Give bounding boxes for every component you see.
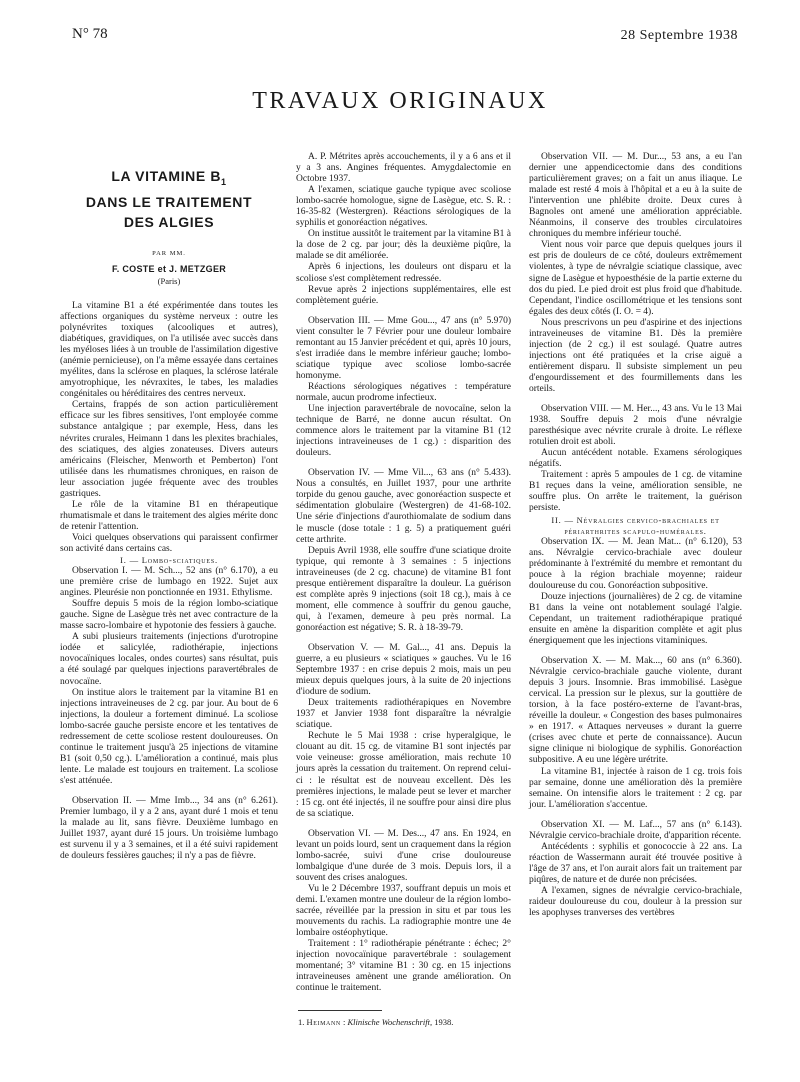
observation-paragraph: Observation VIII. — M. Her..., 43 ans. Vu le 13 Mai 1938. Souffre depuis 2 mois d'une névralgie paresthésique avec névrite crurale à droite. Le réflexe rotulien droit est aboli. — [529, 404, 742, 448]
author-city: (Paris) — [157, 275, 181, 286]
footnote-reference: Klinische Wochenschrift, — [347, 1017, 433, 1027]
paragraph: Vu le 2 Décembre 1937, souffrant depuis un mois et demi. L'examen montre une douleur de la région lombo-sacrée, réveillée par la pression in situ et par tous les mouvements du rachis. La radiographie montre une 4e lombaire ostéophytique. — [296, 883, 511, 939]
footnote-year: 1938. — [434, 1017, 454, 1027]
observation-paragraph: Observation I. — M. Sch..., 52 ans (n° 6.170), a eu une première crise de lumbago en 1922. Sujet aux angines. Pleurésie non ponctionnée en 1931. Ethylisme. — [60, 566, 278, 599]
paragraph: A l'examen, signes de névralgie cervico-brachiale, raideur douloureuse du cou, douleur à la pression sur les apophyses tranverses des vertèbres — [529, 886, 742, 919]
issue-date: 28 Septembre 1938 — [620, 28, 738, 43]
paragraph: Nous prescrivons un peu d'aspirine et des injections intraveineuses de vitamine B1. Dès la première injection (de 2 cg.) il est soulagé. Quatre autres injections ont été pratiquées et la crise aiguë a entièrement disparu. Il subsiste simplement un peu d'engourdissement et des fourmillements dans les orteils. — [529, 317, 742, 394]
footnote-divider — [298, 1010, 382, 1011]
footnote: 1. Heimann : Klinische Wochenschrift, 1938. — [298, 1017, 454, 1027]
paragraph: Depuis Avril 1938, elle souffre d'une sciatique droite typique, qui remonte à 3 semaines : 5 injections intraveineuses (de 2 cg. chacune) de vitamine B1 font presque entièrement disparaître la douleur. La guérison est complète après 9 injections (soit 18 cg.), mais à ce moment, elle commence à souffrir du genou gauche, qui, à l'examen, demeure à peu près normal. La gonoréaction est négative; S. R. à 18-39-79. — [296, 545, 511, 633]
paragraph: Douze injections (journalières) de 2 cg. de vitamine B1 dans la veine ont notablement soulagé l'algie. Cependant, un traitement radiothérapique pratiqué ensuite en amène la disparition complète et agit plus énergiquement que les injections vitaminiques. — [529, 591, 742, 647]
column-2 — [296, 152, 511, 994]
article-title — [60, 166, 278, 232]
observation-paragraph: Observation II. — Mme Imb..., 34 ans (n° 6.261). Premier lumbago, il y a 2 ans, ayant duré 1 mois et tenu la malade au lit, sans fièvre. Deuxième lumbago en Juillet 1937, ayant duré 15 jours. Un troisième lumbago est survenu il y a 3 semaines, et il a été suivi rapidement de douleurs fessières gauches; il n'y a pas de fièvre. — [60, 796, 278, 862]
section-heading: I. — Lombo-sciatiques. — [120, 555, 218, 566]
observation-paragraph: Observation V. — M. Gal..., 41 ans. Depuis la guerre, a eu plusieurs « sciatiques » gauches. Vu le 16 Septembre 1937 : en crise depuis 2 mois, mais un peu mieux depuis quelques jours, à la suite de 20 injections d'iodure de sodium. — [296, 642, 511, 698]
paragraph: Revue après 2 injections supplémentaires, elle est complètement guérie. — [296, 284, 511, 306]
observation-paragraph: Observation VII. — M. Dur..., 53 ans, a eu l'an dernier une appendicectomie dans des conditions particulièrement graves; on a fait un anus iliaque. Le malade est resté 4 mois à l'hôpital et a eu à la suite de l'intervention une phlébite droite. Deux cures à Bagnoles ont amené une amélioration appréciable. Néanmoins, il conserve des troubles circulatoires chroniques du membre inférieur touché. — [529, 152, 742, 240]
paragraph: Réactions sérologiques négatives : température normale, aucun prodrome infectieux. — [296, 381, 511, 403]
title-line-2: DANS LE TRAITEMENT — [85, 193, 253, 210]
paragraph: Certains, frappés de son action particulièrement efficace sur les fibres sensitives, l'ont employée comme substance antalgique ; par exemple, Hess, dans les névrites crurales, Heimann 1 dans les plexites brachiales, des sciatiques, des algies zonateuses. Divers auteurs américains (Fleischer, Menworth et Pemberton) l'ont utilisée dans les rhumatismes chroniques, en raison de leur association jugée fréquente avec des troubles gastriques. — [60, 400, 278, 499]
paragraph: Traitement : 1° radiothérapie pénétrante : échec; 2° injection novocaïnique paravertébrale : soulagement momentané; 3° vitamine B1 : 30 cg. en 15 injections intraveineuses amènent une grande amélioration. On continue le traitement. — [296, 939, 511, 994]
paragraph: La vitamine B1 a été expérimentée dans toutes les affections organiques du système nerveux : outre les polynévrites toxiques (alcooliques et autres), diabétiques, gravidiques, on l'a utilisée avec succès dans les myéloses liées à un trouble de l'assimilation digestive (anémie pernicieuse), on l'a même essayée dans certaines myélites, dans la sclérose en plaques, la sclérose latérale amyotrophique, les névraxites, le tabes, les maladies congénitales ou héréditaires des centres nerveux. — [60, 300, 278, 400]
paragraph: Traitement : après 5 ampoules de 1 cg. de vitamine B1 reçues dans la veine, amélioration sensible, ne souffre plus. On arrête le traitement, la guérison persiste. — [529, 470, 742, 514]
observation-paragraph: On institue alors le traitement par la vitamine B1 en injections intraveineuses de 2 cg. par jour. Au bout de 6 injections, la douleur a fortement diminué. La scoliose lombo-sacrée gauche persiste encore et les tentatives de redressement de cette scoliose restent douloureuses. On continue le traitement jusqu'à 25 injections de vitamine B1 (soit 0,50 cg.). L'amélioration a continué, mais plus lente. Le malade est toujours en traitement. La scoliose s'est atténuée. — [60, 687, 278, 786]
title-subscript: 1 — [221, 176, 227, 187]
column-3 — [529, 152, 742, 919]
observation-paragraph: Observation X. — M. Mak..., 60 ans (n° 6.360). Névralgie cervico-brachiale gauche violente, durant depuis 3 jours. Insomnie. Bras immobilisé. Lasègue cervical. La pression sur le plexus, sur la gouttière de torsion, à la face postéro-externe de l'avant-bras, réveille la douleur. « Congestion des bases pulmonaires » en 1917. « Attaques nerveuses » durant la guerre (crises avec chute et perte de connaissance). Aucun signe clinique ni biologique de syphilis. Gonoréaction subpositive. A eu une légère urétrite. — [529, 656, 742, 766]
footnote-author: Heimann — [306, 1017, 341, 1027]
title-line-3: DES ALGIES — [123, 213, 215, 230]
paragraph: A. P. Métrites après accouchements, il y a 6 ans et il y a 3 ans. Angines fréquentes. Amygdalectomie en Octobre 1937. — [296, 152, 511, 185]
observation-paragraph: Observation XI. — M. Laf..., 57 ans (n° 6.143). Névralgie cervico-brachiale droite, d'apparition récente. — [529, 819, 742, 841]
section-title: TRAVAUX ORIGINAUX — [252, 88, 548, 114]
paragraph: Le rôle de la vitamine B1 en thérapeutique rhumatismale et dans le traitement des algies mérite donc de retenir l'attention. — [60, 499, 278, 532]
observation-paragraph: A subi plusieurs traitements (injections d'urotropine iodée et salicylée, radiothérapie, injections novocaïniques locales, ondes courtes) sans résultat, puis a été soulagé par quelques injections paravertébrales de novocaïne. — [60, 632, 278, 687]
observation-paragraph: Souffre depuis 5 mois de la région lombo-sciatique gauche. Signe de Lasègue très net avec contracture de la masse sacro-lombaire et hypotonie des fessiers à gauche. — [60, 599, 278, 632]
observation-paragraph: Observation III. — Mme Gou..., 47 ans (n° 5.970) vient consulter le 7 Février pour une douleur lombaire remontant au 15 Janvier précédent et qui, après 10 jours, s'est irradiée dans le membre inférieur gauche; lombo-sciatique typique avec scoliose lombo-sacrée homonyme. — [296, 315, 511, 381]
paragraph: On institue aussitôt le traitement par la vitamine B1 à la dose de 2 cg. par jour; dès la deuxième piqûre, la malade se dit améliorée. — [296, 229, 511, 262]
paragraph: A l'examen, sciatique gauche typique avec scoliose lombo-sacrée homologue, signe de Lasègue, etc. S. R. : 16-35-82 (Westergren). Réactions sérologiques de la syphilis et gonoréaction négatives. — [296, 185, 511, 229]
paragraph: La vitamine B1, injectée à raison de 1 cg. trois fois par semaine, donne une amélioration dès la première semaine. On intensifie alors le traitement : 2 cg. par jour. L'amélioration s'accentue. — [529, 766, 742, 810]
observation-paragraph: Observation VI. — M. Des..., 47 ans. En 1924, en levant un poids lourd, sent un craquement dans la région lombo-sacrée, suivi d'une crise douloureuse lombalgique d'une durée de 3 mois. Depuis lors, il a souvent des crises analogues. — [296, 828, 511, 883]
column-1 — [60, 152, 278, 862]
section-heading: II. — Névralgies cervico-brachiales et périarthrites scapulo-humérales. — [551, 514, 720, 536]
paragraph: Deux traitements radiothérapiques en Novembre 1937 et Janvier 1938 font disparaître la névralgie sciatique. — [296, 698, 511, 731]
paragraph: Rechute le 5 Mai 1938 : crise hyperalgique, le clouant au dit. 15 cg. de vitamine B1 sont injectés par voie veineuse: grosse amélioration, mais rechute 10 jours après la cessation du traitement. On reprend celui-ci : le résultat est de nouveau excellent. Dès les premières injections, le malade peut se lever et marcher : 15 cg. ont été injectés, il ne souffre pour ainsi dire plus de sa sciatique. — [296, 731, 511, 819]
observation-paragraph: Observation IV. — Mme Vil..., 63 ans (n° 5.433). Nous a consultés, en Juillet 1937, pour une arthrite torpide du genou gauche, avec gonoréaction suspecte et sédimentation globulaire (Westergren) de 41-68-102. Une série d'injections d'aurothiomalate de sodium dans le muscle (dose totale : 1 g. 5) a pratiquement guéri cette arthrite. — [296, 468, 511, 545]
byline-prefix: PAR MM. — [152, 249, 186, 257]
authors: F. COSTE et J. METZGER — [111, 263, 227, 274]
title-line-1: LA VITAMINE B — [111, 168, 222, 184]
issue-number: N° 78 — [72, 26, 108, 42]
observation-paragraph: Observation IX. — M. Jean Mat... (n° 6.120), 53 ans. Névralgie cervico-brachiale avec douleur prédominante à l'extrémité du membre et remontant du pouce à la région brachiale moyenne; raideur douloureuse du cou. Gonoréaction subpositive. — [529, 536, 742, 591]
paragraph: Antécédents : syphilis et gonococcie à 22 ans. La réaction de Wassermann aurait été trouvée positive à l'âge de 37 ans, et l'on aurait alors fait un traitement par piqûres, de nature et de durée non précisées. — [529, 841, 742, 885]
paragraph: Une injection paravertébrale de novocaïne, selon la technique de Barré, ne donne aucun résultat. On commence alors le traitement par la vitamine B1 (12 injections intraveineuses de 1 cg.) : disparition des douleurs. — [296, 404, 511, 459]
paragraph: Après 6 injections, les douleurs ont disparu et la scoliose s'est complètement redressée. — [296, 262, 511, 284]
footnote-number: 1. — [298, 1017, 305, 1027]
paragraph: Aucun antécédent notable. Examens sérologiques négatifs. — [529, 448, 742, 470]
paragraph: Voici quelques observations qui paraissent confirmer son activité dans certains cas. — [60, 532, 278, 554]
paragraph: Vient nous voir parce que depuis quelques jours il est pris de douleurs de ce côté, douleurs extrêmement violentes, à type de névralgie sciatique classique, avec signe de Lasègue et hypoesthésie de la partie externe du dos du pied. Le pied droit est plus froid que d'habitude. Cependant, l'indice oscillométrique et les tensions sont égales des deux côtés (I. O. = 4). — [529, 240, 742, 317]
